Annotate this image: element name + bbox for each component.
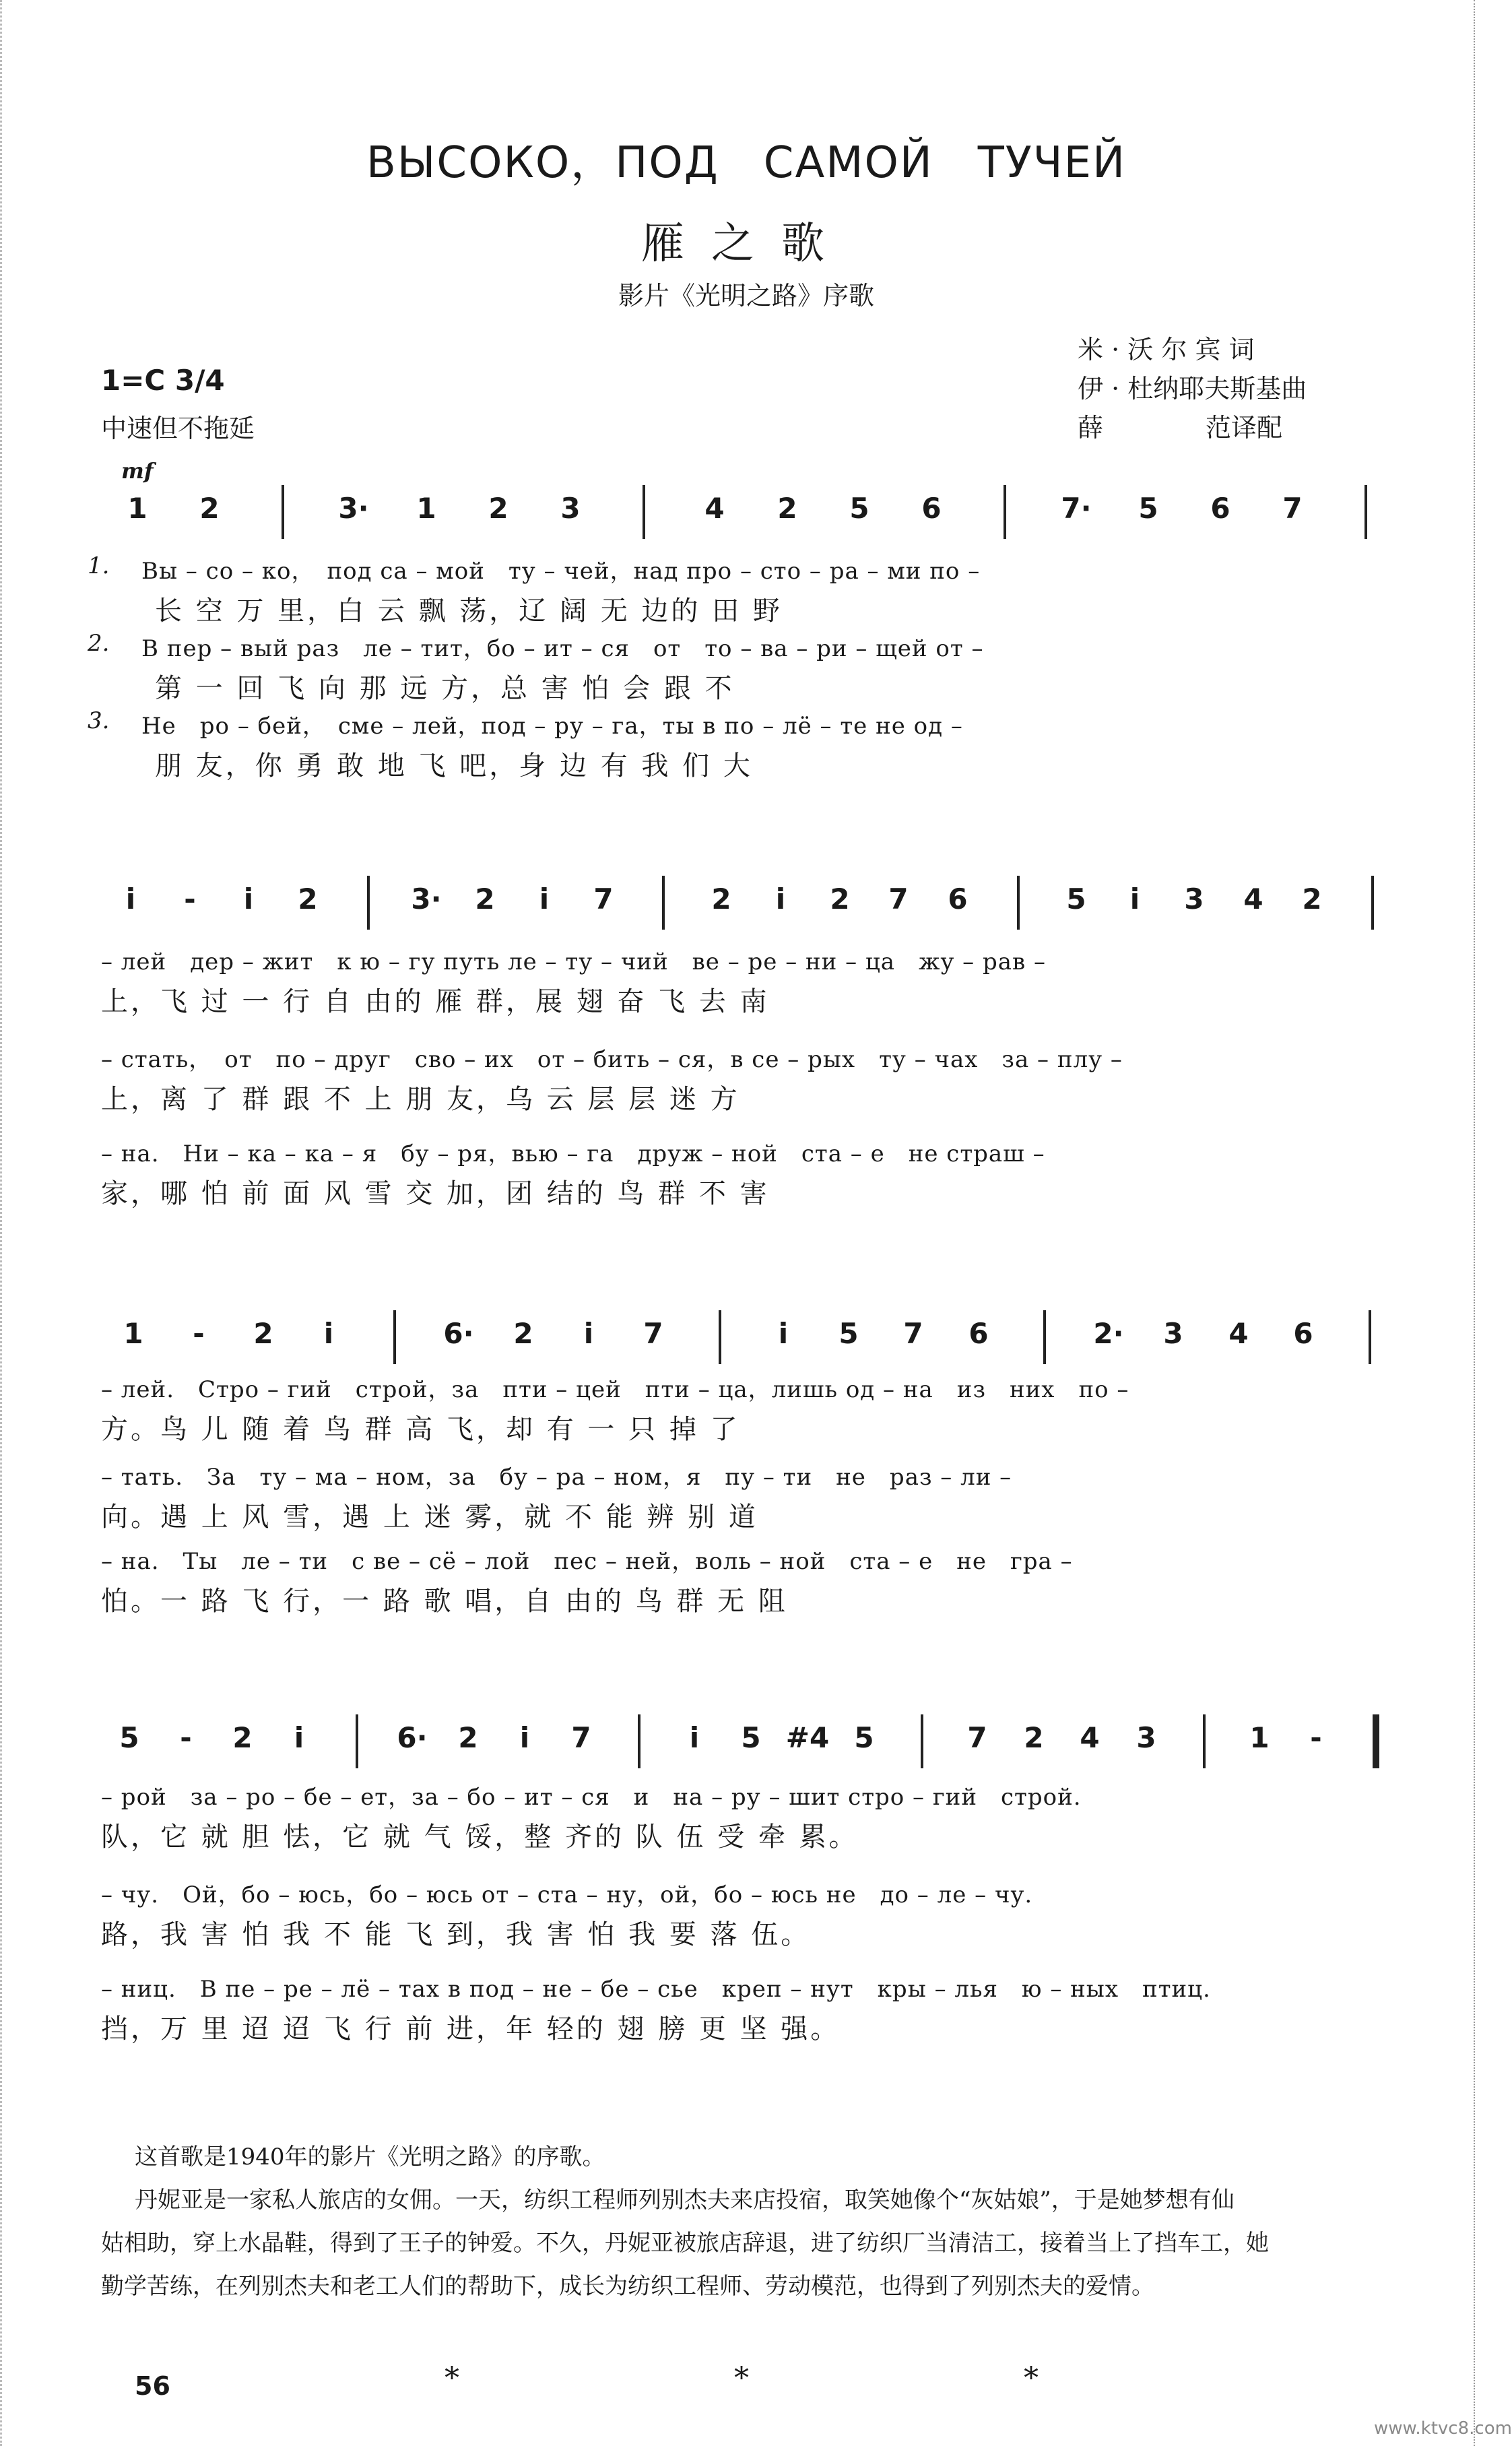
note: 4 xyxy=(704,492,725,525)
barline xyxy=(1369,1310,1371,1364)
note: 4 xyxy=(1243,882,1263,915)
note: 7 xyxy=(593,882,614,915)
lyric-line xyxy=(88,630,1401,670)
dynamic-marking: mf xyxy=(121,458,154,484)
note: i xyxy=(243,882,254,915)
note: 3 xyxy=(1136,1721,1156,1754)
lyric-line xyxy=(101,1970,1401,2011)
lyric-line xyxy=(101,1371,1401,1411)
note: 6· xyxy=(397,1721,428,1754)
note: 7 xyxy=(967,1721,987,1754)
barline xyxy=(1203,1714,1206,1768)
lyric-line xyxy=(101,943,1401,984)
note: 2 xyxy=(458,1721,478,1754)
note: i xyxy=(689,1721,700,1754)
lyric-line xyxy=(101,1495,1401,1536)
lyric-chinese: 上，离 了 群 跟 不 上 朋 友，乌 云 层 层 迷 方 xyxy=(101,1084,740,1115)
lyric-chinese: 长 空 万 里，白 云 飘 荡，辽 阔 无 边的 田 野 xyxy=(155,596,783,626)
song-title: ВЫСОКО，ПОД САМОЙ ТУЧЕЙ xyxy=(366,138,1126,188)
lyric-chinese: 上，飞 过 一 行 自 由的 雁 群，展 翅 奋 飞 去 南 xyxy=(101,986,770,1017)
lyric-line xyxy=(101,1078,1401,1118)
barline xyxy=(662,876,665,930)
lyric-chinese: 家，哪 怕 前 面 风 雪 交 加，团 结的 鸟 群 不 害 xyxy=(101,1178,770,1209)
note: 1 xyxy=(416,492,436,525)
lyric-chinese: 第 一 回 飞 向 那 远 方，总 害 怕 会 跟 不 xyxy=(155,673,735,704)
note: 5 xyxy=(849,492,869,525)
note: 7 xyxy=(903,1317,923,1350)
lyric-line xyxy=(101,1041,1401,1081)
note: 4 xyxy=(1228,1317,1249,1350)
note: #4 xyxy=(785,1721,830,1754)
lyric-line xyxy=(101,1172,1401,1213)
note: 3 xyxy=(1163,1317,1183,1350)
lyric-line xyxy=(88,552,1401,593)
barline xyxy=(719,1310,721,1364)
star-ornament: * xyxy=(1024,2361,1039,2395)
note: 3 xyxy=(1184,882,1204,915)
note: 6 xyxy=(968,1317,989,1350)
lyric-line xyxy=(101,1913,1401,1954)
barline xyxy=(1017,876,1020,930)
lyric-line xyxy=(101,1778,1401,1819)
key-signature: 1=C 3/4 xyxy=(101,364,225,397)
lyric-russian: – лей. Стро – гий строй，за пти – цей пти – ца，лишь од – на из них по – xyxy=(101,1376,1129,1403)
score-system-2 xyxy=(101,876,1401,1226)
lyric-chinese: 队，它 就 胆 怯，它 就 气 馁，整 齐的 队 伍 受 牵 累。 xyxy=(101,1822,859,1853)
barline xyxy=(356,1714,358,1768)
note: - xyxy=(1310,1721,1322,1754)
notes-row xyxy=(101,485,1401,546)
lyric-chinese: 路，我 害 怕 我 不 能 飞 到，我 害 怕 我 要 落 伍。 xyxy=(101,1919,811,1950)
barline xyxy=(1043,1310,1046,1364)
lyric-line xyxy=(101,589,1401,630)
note: 2 xyxy=(1024,1721,1044,1754)
note: 6 xyxy=(948,882,968,915)
note: i xyxy=(519,1721,530,1754)
note: 1 xyxy=(127,492,147,525)
note: 7 xyxy=(571,1721,591,1754)
note: - xyxy=(193,1317,205,1350)
note: 5 xyxy=(1138,492,1158,525)
note: - xyxy=(180,1721,192,1754)
note: 2 xyxy=(777,492,797,525)
lyric-russian: – на. Ты ле – ти с ве – сё – лой пес – ней，воль – ной ста – е не гра – xyxy=(101,1548,1073,1575)
note: i xyxy=(125,882,136,915)
note: 6 xyxy=(1293,1317,1313,1350)
note: 5 xyxy=(119,1721,139,1754)
footnote-line: 勤学苦练，在列别杰夫和老工人们的帮助下，成长为纺织工程师、劳动模范，也得到了列别杰夫的爱情。 xyxy=(101,2273,1154,2300)
lyric-line xyxy=(88,707,1401,748)
barline xyxy=(367,876,370,930)
footnote-line: 姑相助，穿上水晶鞋，得到了王子的钟爱。不久，丹妮亚被旅店辞退，进了纺织厂当清洁工，接着当上了挡车工，她 xyxy=(101,2230,1269,2257)
note: 2 xyxy=(253,1317,273,1350)
credit-composer: 伊 · 杜纳耶夫斯基曲 xyxy=(1078,374,1307,404)
lyric-russian: – стать， от по – друг сво – их от – бить – ся，в се – рых ту – чах за – плу – xyxy=(101,1046,1123,1073)
watermark: www.ktvc8.com xyxy=(1374,2418,1512,2439)
note: 2 xyxy=(232,1721,253,1754)
song-subtitle: 影片《光明之路》序歌 xyxy=(618,281,874,311)
note: - xyxy=(184,882,196,915)
note: 2· xyxy=(1093,1317,1124,1350)
lyric-russian: – на. Ни – ка – ка – я бу – ря，вью – га друж – ной ста – е не страш – xyxy=(101,1140,1045,1167)
footnote-line: 丹妮亚是一家私人旅店的女佣。一天，纺织工程师列别杰夫来店投宿，取笑她像个“灰姑娘”，于是她梦想有仙 xyxy=(135,2187,1235,2214)
lyric-chinese: 挡，万 里 迢 迢 飞 行 前 进，年 轻的 翅 膀 更 坚 强。 xyxy=(101,2014,841,2045)
page-number: 56 xyxy=(135,2371,170,2401)
lyric-russian: В пер – вый раз ле – тит，бо – ит – ся от то – ва – ри – щей от – xyxy=(141,635,984,662)
score-system-3 xyxy=(101,1310,1401,1661)
lyric-line xyxy=(101,1543,1401,1583)
note: i xyxy=(778,1317,789,1350)
note: 2 xyxy=(199,492,220,525)
note: 3 xyxy=(560,492,581,525)
note: 3· xyxy=(411,882,442,915)
note: i xyxy=(294,1721,304,1754)
note: i xyxy=(1129,882,1140,915)
lyric-line xyxy=(101,1580,1401,1620)
note: 2 xyxy=(298,882,318,915)
note: 6· xyxy=(443,1317,474,1350)
note: 7· xyxy=(1061,492,1092,525)
note: 3· xyxy=(338,492,369,525)
note: 5 xyxy=(839,1317,859,1350)
note: 2 xyxy=(1302,882,1322,915)
lyric-russian: – тать. За ту – ма – ном，за бу – ра – ном，я пу – ти не раз – ли – xyxy=(101,1464,1012,1491)
final-barline xyxy=(1373,1714,1379,1768)
lyric-chinese: 朋 友，你 勇 敢 地 飞 吧，身 边 有 我 们 大 xyxy=(155,750,753,781)
note: 7 xyxy=(643,1317,663,1350)
credit-translator: 薛 范译配 xyxy=(1078,413,1283,443)
lyric-chinese: 方。鸟 儿 随 着 鸟 群 高 飞，却 有 一 只 掉 了 xyxy=(101,1414,740,1445)
note: 7 xyxy=(1282,492,1303,525)
barline xyxy=(1004,485,1006,539)
lyric-russian: – чу. Ой，бо – юсь，бо – юсь от – ста – ну，ой，бо – юсь не до – ле – чу. xyxy=(101,1881,1033,1908)
note: 5 xyxy=(854,1721,874,1754)
note: 1 xyxy=(1249,1721,1270,1754)
note: i xyxy=(323,1317,334,1350)
lyric-line xyxy=(101,1135,1401,1176)
notes-row xyxy=(101,1714,1401,1775)
lyric-chinese: 向。遇 上 风 雪，遇 上 迷 雾，就 不 能 辨 别 道 xyxy=(101,1502,758,1533)
notes-row xyxy=(101,1310,1401,1371)
lyric-line xyxy=(101,1815,1401,1856)
score-system-1 xyxy=(88,485,1401,835)
credit-lyricist: 米 · 沃 尔 宾 词 xyxy=(1078,335,1255,364)
note: 5 xyxy=(1066,882,1086,915)
score-system-4 xyxy=(101,1714,1401,2065)
barline xyxy=(282,485,284,539)
tempo-marking: 中速但不拖延 xyxy=(101,414,255,443)
lyric-line xyxy=(101,744,1401,785)
barline xyxy=(1365,485,1367,539)
lyric-line xyxy=(101,980,1401,1021)
barline xyxy=(393,1310,396,1364)
barline xyxy=(921,1714,923,1768)
note: 2 xyxy=(711,882,731,915)
note: 2 xyxy=(488,492,508,525)
note: 1 xyxy=(123,1317,143,1350)
lyric-line xyxy=(101,1408,1401,1448)
star-ornament: * xyxy=(734,2361,749,2395)
notes-row xyxy=(101,876,1401,936)
note: 4 xyxy=(1080,1721,1100,1754)
lyric-russian: Вы – со – ко， под са – мой ту – чей，над про – сто – ра – ми по – xyxy=(141,558,981,585)
note: 2 xyxy=(513,1317,533,1350)
note: 6 xyxy=(921,492,942,525)
lyric-russian: Не ро – бей， сме – лей，под – ру – га，ты в по – лё – те не од – xyxy=(141,713,963,740)
barline xyxy=(1371,876,1374,930)
note: 2 xyxy=(830,882,850,915)
lyric-russian: – лей дер – жит к ю – гу путь ле – ту – чий ве – ре – ни – ца жу – рав – xyxy=(101,948,1046,975)
note: 7 xyxy=(888,882,909,915)
right-frame xyxy=(1474,0,1492,2446)
lyric-russian: – рой за – ро – бе – ет，за – бо – ит – ся и на – ру – шит стро – гий строй. xyxy=(101,1784,1082,1811)
verse-number: 1. xyxy=(88,552,110,579)
star-ornament: * xyxy=(445,2361,459,2395)
song-title-chinese: 雁之歌 xyxy=(641,219,851,269)
note: 2 xyxy=(475,882,495,915)
barline xyxy=(643,485,645,539)
note: i xyxy=(775,882,786,915)
lyric-line xyxy=(101,1876,1401,1917)
verse-number: 2. xyxy=(88,630,110,657)
lyric-line xyxy=(101,667,1401,707)
lyric-line xyxy=(101,1458,1401,1499)
lyric-russian: – ниц. В пе – ре – лё – тах в под – не – бе – сье креп – нут кры – лья ю – ных птиц. xyxy=(101,1976,1211,2003)
note: i xyxy=(539,882,550,915)
lyric-line xyxy=(101,2007,1401,2048)
lyric-chinese: 怕。一 路 飞 行，一 路 歌 唱，自 由的 鸟 群 无 阻 xyxy=(101,1586,788,1617)
footnote-line: 这首歌是1940年的影片《光明之路》的序歌。 xyxy=(135,2144,605,2170)
barline xyxy=(638,1714,640,1768)
note: 5 xyxy=(741,1721,761,1754)
verse-number: 3. xyxy=(88,707,110,734)
note: i xyxy=(583,1317,594,1350)
note: 6 xyxy=(1210,492,1230,525)
